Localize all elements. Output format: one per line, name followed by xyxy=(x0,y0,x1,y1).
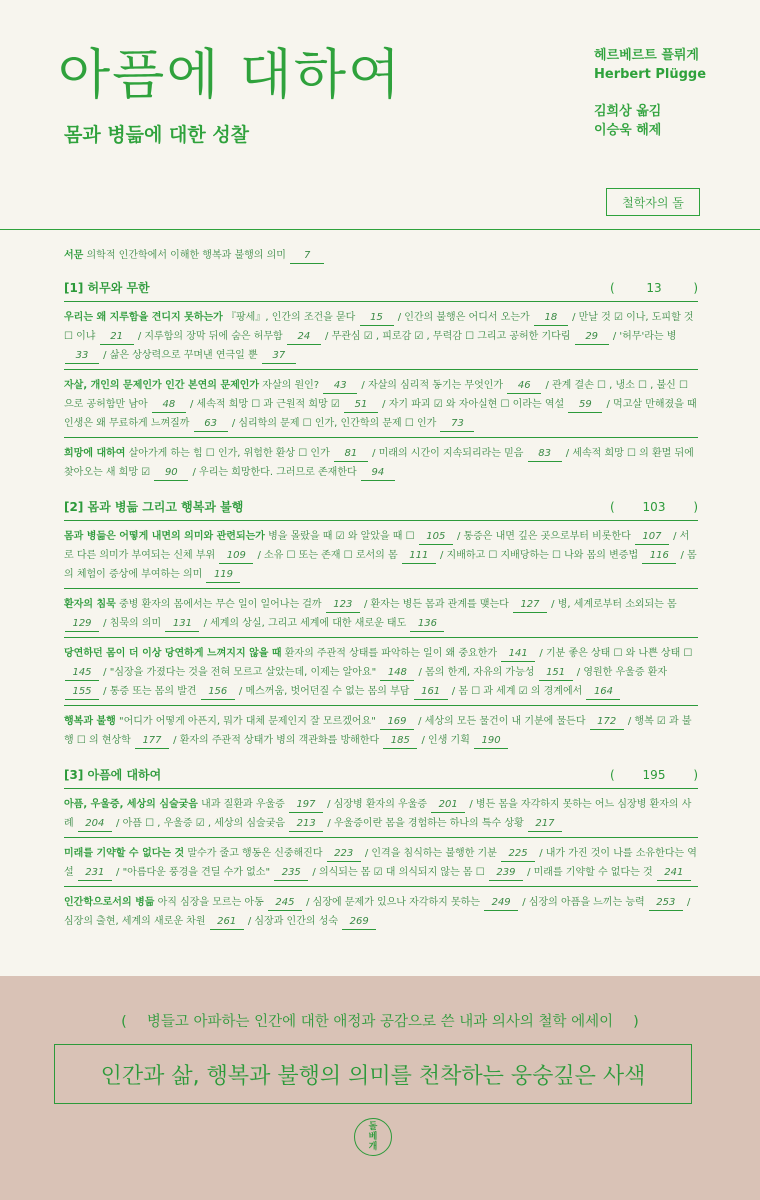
page-number: 217 xyxy=(528,816,562,832)
page-number: 15 xyxy=(360,310,394,326)
page-number: 116 xyxy=(642,548,676,564)
chapter-entry xyxy=(64,308,698,370)
part-heading xyxy=(64,279,698,302)
page-number: 231 xyxy=(78,865,112,881)
page-number: 253 xyxy=(649,895,683,911)
page-number: 151 xyxy=(539,665,573,681)
page-number: 131 xyxy=(165,616,199,632)
page-number: 90 xyxy=(154,465,188,481)
chapter-entry xyxy=(64,595,698,638)
page-number: 123 xyxy=(326,597,360,613)
page-number: 119 xyxy=(206,567,240,583)
page-number: 145 xyxy=(65,665,99,681)
chapter-title: 당연하던 몸이 더 이상 당연하게 느껴지지 않을 때 xyxy=(64,648,282,659)
tagline: ( 병들고 아파하는 인간에 대한 애정과 공감으로 쓴 내과 의사의 철학 에세이 ) xyxy=(121,1014,639,1030)
publisher-logo xyxy=(354,1118,392,1156)
page-number: 235 xyxy=(274,865,308,881)
book-title: 아픔에 대하여 xyxy=(58,43,403,106)
chapter-title: 환자의 침묵 xyxy=(64,599,116,610)
chapter-sections: "어디가 어떻게 아픈지, 뭐가 대체 문제인지 잘 모르겠어요" 169 / 세상의 모든 물건이 내 기분에 물든다 172 / 행복 ☑ 과 불행 ☐ 의 현상학 177 / 환자의 주관적 상태가 병의 객관화를 방해한다 185 / 인생 기획 190 xyxy=(64,716,692,746)
table-of-contents xyxy=(64,246,698,941)
chapter-entry xyxy=(64,644,698,706)
part-page-number: 195 xyxy=(642,768,666,782)
page-number: 148 xyxy=(380,665,414,681)
preface-page: 7 xyxy=(290,248,324,264)
page-number: 59 xyxy=(568,397,602,413)
page-number: 225 xyxy=(501,846,535,862)
author-english: Herbert Plügge xyxy=(594,67,707,82)
preface-entry xyxy=(64,246,698,265)
chapter-entry xyxy=(64,844,698,887)
page-number: 37 xyxy=(262,348,296,364)
part-heading xyxy=(64,766,698,789)
chapter-title: 인간학으로서의 병듦 xyxy=(64,897,155,908)
page-number: 177 xyxy=(135,733,169,749)
page-number: 239 xyxy=(489,865,523,881)
page-number: 111 xyxy=(402,548,436,564)
chapter-sections: 내과 질환과 우울증 197 / 심장병 환자의 우울증 201 / 병든 몸을 자각하지 못하는 어느 심장병 환자의 사례 204 / 아픔 ☐ , 우울증 ☑ , 세상의 심술궂음 213 / 우울증이란 몸을 경험하는 하나의 특수 상황 217 xyxy=(64,799,691,829)
chapter-entry xyxy=(64,795,698,838)
page-number: 190 xyxy=(474,733,508,749)
chapter-entry xyxy=(64,527,698,589)
page-number: 169 xyxy=(380,714,414,730)
translator: 김희상 옮김 xyxy=(594,104,662,119)
page-number: 109 xyxy=(219,548,253,564)
page-number: 107 xyxy=(635,529,669,545)
book-subtitle: 몸과 병듦에 대한 성찰 xyxy=(64,124,250,146)
chapter-entry xyxy=(64,893,698,935)
page-number: 94 xyxy=(361,465,395,481)
series-label xyxy=(606,188,700,216)
page-number: 29 xyxy=(575,329,609,345)
page-number: 261 xyxy=(210,914,244,930)
chapter-sections: 자살의 원인? 43 / 자살의 심리적 동기는 무엇인가 46 / 관계 결손 ☐ , 냉소 ☐ , 불신 ☐ 으로 공허함만 남아 48 / 세속적 희망 ☐ 과 근원적 희망 ☑ 51 / 자기 파괴 ☑ 와 자아실현 ☐ 이라는 역설 59 / 먹고살 만해졌을 때 인생은 왜 무료하게 느껴질까 63 / 심리학의 문제 ☐ 인가, 인간학의 문제 ☐ 인가 73 xyxy=(64,380,697,429)
page-number: 213 xyxy=(289,816,323,832)
page-number: 161 xyxy=(414,684,448,700)
part-title: [2] 몸과 병듦 그리고 행복과 불행 xyxy=(64,500,244,514)
page-number: 51 xyxy=(344,397,378,413)
part-page: ( 195 ) xyxy=(610,766,698,785)
author-credits xyxy=(594,46,706,140)
page-number: 136 xyxy=(410,616,444,632)
part-page-number: 13 xyxy=(646,281,662,295)
page-number: 83 xyxy=(528,446,562,462)
chapter-sections: 말수가 줄고 행동은 신중해진다 223 / 인격을 침식하는 불행한 기분 225 / 내가 가진 것이 나를 소유한다는 역설 231 / "아름다운 풍경을 견딜 수가 없소" 235 / 의식되는 몸 ☑ 대 의식되지 않는 몸 ☐ 239 / 미래를 기약할 수 없다는 것 241 xyxy=(64,848,697,878)
chapter-sections: 아직 심장을 모르는 아동 245 / 심장에 문제가 있으나 자각하지 못하는 249 / 심장의 아픔을 느끼는 능력 253 / 심장의 출현, 세계의 새로운 차원 261 / 심장과 인간의 성숙 269 xyxy=(64,897,690,927)
page-number: 204 xyxy=(78,816,112,832)
page-number: 197 xyxy=(289,797,323,813)
preface-text: 의학적 인간학에서 이해한 행복과 불행의 의미 xyxy=(86,250,286,261)
page-number: 21 xyxy=(100,329,134,345)
page-number: 24 xyxy=(287,329,321,345)
page-number: 63 xyxy=(194,416,228,432)
page-number: 249 xyxy=(484,895,518,911)
page-number: 172 xyxy=(590,714,624,730)
slogan-text: 인간과 삶, 행복과 불행의 의미를 천착하는 웅숭깊은 사색 xyxy=(100,1063,646,1089)
page-number: 164 xyxy=(586,684,620,700)
page-number: 105 xyxy=(419,529,453,545)
page-number: 185 xyxy=(383,733,417,749)
slogan-box xyxy=(54,1044,692,1104)
chapter-sections: 환자의 주관적 상태를 파악하는 일이 왜 중요한가 141 / 기분 좋은 상태 ☐ 와 나쁜 상태 ☐ 145 / "심장을 가졌다는 것을 전혀 모르고 살았는데, 이제는 알아요" 148 / 몸의 한계, 자유의 가능성 151 / 영원한 우울증 환자 155 / 통증 또는 몸의 발견 156 / 메스꺼움, 벗어던질 수 없는 몸의 부담 161 / 몸 ☐ 과 세계 ☑ 의 경계에서 164 xyxy=(64,648,692,697)
commentator: 이승욱 해제 xyxy=(594,123,662,138)
chapter-title: 우리는 왜 지루함을 견디지 못하는가 xyxy=(64,312,223,323)
chapter-sections: 살아가게 하는 힘 ☐ 인가, 위험한 환상 ☐ 인가 81 / 미래의 시간이 지속되리라는 믿음 83 / 세속적 희망 ☐ 의 환멸 뒤에 찾아오는 새 희망 ☑ 90 / 우리는 희망한다. 그러므로 존재한다 94 xyxy=(64,448,694,478)
page-number: 245 xyxy=(268,895,302,911)
part-page-number: 103 xyxy=(642,500,666,514)
page-number: 141 xyxy=(501,646,535,662)
parts-container xyxy=(64,279,698,935)
part-page: ( 103 ) xyxy=(610,498,698,517)
chapter-sections: 중병 환자의 몸에서는 무슨 일이 일어나는 걸까 123 / 환자는 병든 몸과 관계를 맺는다 127 / 병, 세계로부터 소외되는 몸 129 / 침묵의 의미 131 / 세계의 상실, 그리고 세계에 대한 새로운 태도 136 xyxy=(64,599,677,629)
chapter-title: 몸과 병듦은 어떻게 내면의 의미와 관련되는가 xyxy=(64,531,265,542)
tagline-text: 병들고 아파하는 인간에 대한 애정과 공감으로 쓴 내과 의사의 철학 에세이 xyxy=(146,1014,614,1030)
page-number: 156 xyxy=(201,684,235,700)
page-number: 129 xyxy=(65,616,99,632)
chapter-entry xyxy=(64,444,698,486)
chapter-title: 미래를 기약할 수 없다는 것 xyxy=(64,848,185,859)
page-number: 127 xyxy=(513,597,547,613)
author-korean: 헤르베르트 플뤼게 xyxy=(594,48,699,63)
part-page: ( 13 ) xyxy=(610,279,698,298)
page-number: 81 xyxy=(334,446,368,462)
page-number: 43 xyxy=(323,378,357,394)
chapter-title: 아픔, 우울증, 세상의 심술궂음 xyxy=(64,799,198,810)
chapter-sections: 『팡세』, 인간의 조건을 묻다 15 / 인간의 불행은 어디서 오는가 18 / 만날 것 ☑ 이나, 도피할 것 ☐ 이냐 21 / 지루함의 장막 뒤에 숨은 허무함 24 / 무관심 ☑ , 피로감 ☑ , 무력감 ☐ 그리고 공허한 기다림 29 / '허무'라는 병 33 / 삶은 상상력으로 꾸며낸 연극일 뿐 37 xyxy=(64,312,694,361)
page-number: 48 xyxy=(152,397,186,413)
chapter-title: 희망에 대하여 xyxy=(64,448,126,459)
part-title: [1] 허무와 무한 xyxy=(64,281,150,295)
series-text: 철학자의 돌 xyxy=(622,195,684,210)
part-heading xyxy=(64,498,698,521)
chapter-title: 행복과 불행 xyxy=(64,716,116,727)
page-number: 46 xyxy=(507,378,541,394)
part-title: [3] 아픔에 대하여 xyxy=(64,768,162,782)
page-number: 33 xyxy=(65,348,99,364)
chapter-title: 자살, 개인의 문제인가 인간 본연의 문제인가 xyxy=(64,380,260,391)
chapter-sections: 병을 몰랐을 때 ☑ 와 알았을 때 ☐ 105 / 통증은 내면 깊은 곳으로부터 비롯한다 107 / 서로 다른 의미가 부여되는 신체 부위 109 / 소유 ☐ 또는 존재 ☐ 로서의 몸 111 / 지배하고 ☐ 지배당하는 ☐ 나와 몸의 변증법 116 / 몸의 체험이 증상에 부여하는 의미 119 xyxy=(64,531,697,580)
page-number: 201 xyxy=(431,797,465,813)
chapter-entry xyxy=(64,376,698,438)
chapter-entry xyxy=(64,712,698,754)
page-number: 73 xyxy=(440,416,474,432)
divider xyxy=(0,229,760,230)
page-number: 241 xyxy=(657,865,691,881)
page-number: 18 xyxy=(534,310,568,326)
logo-text: 돌베개 xyxy=(368,1122,378,1152)
page-number: 223 xyxy=(327,846,361,862)
preface-label: 서문 xyxy=(64,250,84,261)
page-number: 269 xyxy=(342,914,376,930)
page-number: 155 xyxy=(65,684,99,700)
